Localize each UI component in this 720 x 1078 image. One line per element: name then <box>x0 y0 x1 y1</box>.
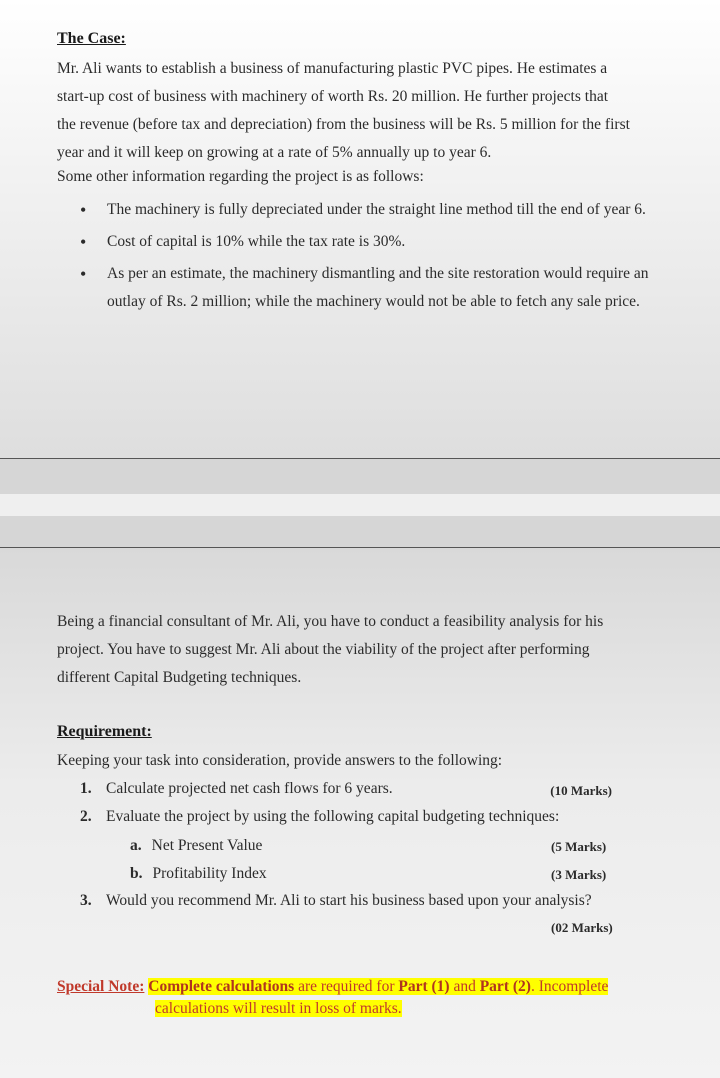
item-text: Evaluate the project by using the following capital budgeting techniques: <box>106 808 560 825</box>
item-3-marks: (02 Marks) <box>551 920 613 935</box>
note-line2: calculations will result in loss of marks. <box>155 1000 402 1017</box>
requirement-list <box>80 775 640 831</box>
special-note <box>57 976 657 1020</box>
note-bold: Complete calculations <box>148 978 295 995</box>
page-gap-band <box>0 494 720 516</box>
note-bold: Part (2) <box>479 978 531 995</box>
consultant-paragraph <box>57 608 651 692</box>
note-bold: Part (1) <box>398 978 450 995</box>
subitem-text: Profitability Index <box>152 865 267 882</box>
requirement-item-2 <box>80 803 640 831</box>
item-number: 1. <box>80 780 92 797</box>
case-intro-line: year and it will keep on growing at a rate of 5% annually up to year 6. <box>57 144 492 161</box>
consultant-line: project. You have to suggest Mr. Ali about the viability of the project after performing <box>57 641 590 658</box>
note-text: are required for <box>294 978 399 995</box>
page-one <box>0 0 720 458</box>
item-text: Calculate projected net cash flows for 6 years. <box>106 780 393 797</box>
case-intro-line: start-up cost of business with machinery of worth Rs. 20 million. He further projects that <box>57 88 609 105</box>
case-intro-line: the revenue (before tax and depreciation) from the business will be Rs. 5 million for the first <box>57 116 630 133</box>
item-marks: (10 Marks) <box>550 783 612 798</box>
subitem-text: Net Present Value <box>151 837 263 854</box>
subitem-a <box>130 837 262 855</box>
bullet-item: • As per an estimate, the machinery dismantling and the site restoration would require an outlay of Rs. 2 million; while the machinery would not be able to fetch any sale price. <box>80 260 655 316</box>
requirement-intro: Keeping your task into consideration, provide answers to the following: <box>57 752 503 769</box>
item-number: 2. <box>80 808 92 825</box>
requirement-list-cont <box>80 887 640 915</box>
subitem-letter: b. <box>130 865 143 882</box>
item-text: Would you recommend Mr. Ali to start his business based upon your analysis? <box>106 892 592 909</box>
page-divider <box>0 458 720 459</box>
special-note-label: Special Note: <box>57 978 145 995</box>
case-intro <box>57 55 651 191</box>
consultant-line: different Capital Budgeting techniques. <box>57 669 302 686</box>
bullet-item: • The machinery is fully depreciated under the straight line method till the end of year 6. <box>80 196 655 224</box>
requirement-heading: Requirement: <box>57 723 152 740</box>
case-bullet-list <box>80 196 655 320</box>
page-break <box>0 458 720 548</box>
case-intro-line: Mr. Ali wants to establish a business of manufacturing plastic PVC pipes. He estimates a <box>57 60 608 77</box>
case-heading: The Case: <box>57 30 126 47</box>
subitem-b-marks: (3 Marks) <box>551 867 607 882</box>
requirement-item-3 <box>80 887 640 915</box>
item-number: 3. <box>80 892 92 909</box>
subitem-a-marks: (5 Marks) <box>551 839 607 854</box>
requirement-item-1 <box>80 775 640 803</box>
special-note-highlight <box>148 978 608 995</box>
note-text: and <box>449 978 480 995</box>
subitem-b <box>130 865 267 883</box>
note-text: . Incomplete <box>530 978 609 995</box>
bullet-item: • Cost of capital is 10% while the tax rate is 30%. <box>80 228 655 256</box>
subitem-letter: a. <box>130 837 142 854</box>
other-info-line: Some other information regarding the project is as follows: <box>57 168 424 185</box>
consultant-line: Being a financial consultant of Mr. Ali, you have to conduct a feasibility analysis for his <box>57 613 604 630</box>
